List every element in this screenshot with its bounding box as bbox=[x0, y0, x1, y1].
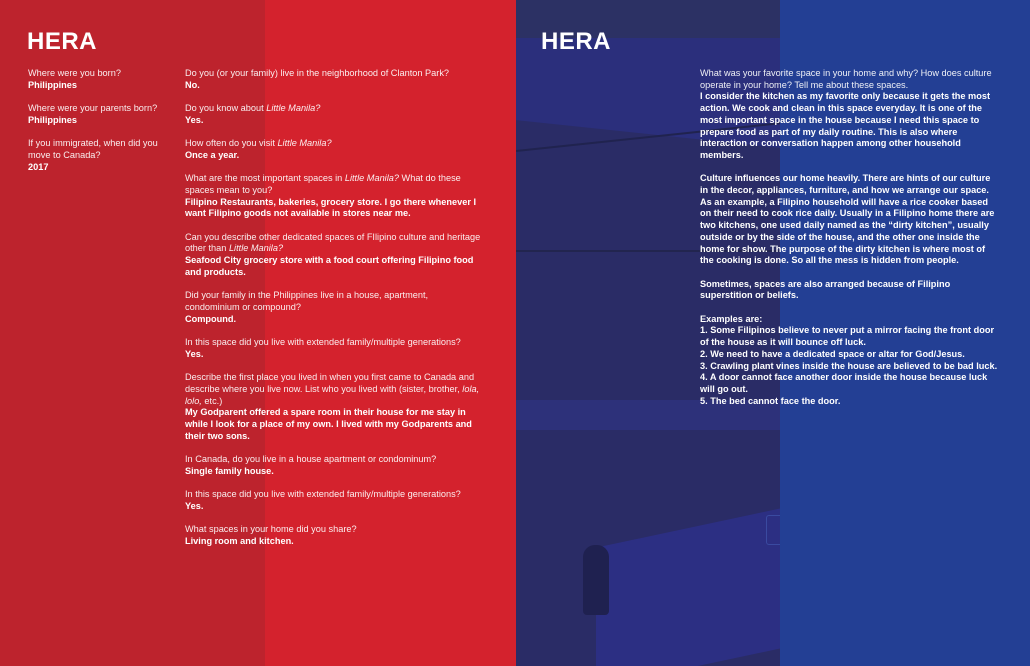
answer: Yes. bbox=[185, 348, 204, 359]
question bbox=[185, 290, 485, 313]
interview-column-c bbox=[700, 68, 1000, 407]
qa-item bbox=[185, 337, 485, 360]
question bbox=[185, 138, 485, 150]
answer: 2017 bbox=[28, 161, 49, 172]
question bbox=[185, 454, 485, 466]
qa-item bbox=[28, 138, 178, 173]
question-text: In this space did you live with extended family/multiple generations? bbox=[185, 489, 461, 500]
qa-item bbox=[185, 489, 485, 512]
question-text: What spaces in your home did you share? bbox=[185, 524, 357, 535]
question-text: Can you describe other dedicated spaces of FIlipino culture and heritage other than bbox=[185, 231, 481, 254]
question-text: etc.) bbox=[201, 395, 223, 406]
example-item: 4. A door cannot face another door inside the house because luck will go out. bbox=[700, 372, 988, 394]
question: If you immigrated, when did you move to Canada? bbox=[28, 138, 158, 160]
question-text: Do you (or your family) live in the neighborhood of Clanton Park? bbox=[185, 68, 450, 78]
qa-item bbox=[185, 173, 485, 220]
answer: Yes. bbox=[185, 500, 204, 511]
question bbox=[185, 173, 485, 196]
interview-column-a bbox=[28, 68, 178, 185]
answer-paragraph: I consider the kitchen as my favorite only because it gets the most action. We cook and clean in this space everyday. It is one of the most important space in the house because I need this space to prepare food as part of my daily routine. This is also where interaction or conversation happen among other household members. bbox=[700, 91, 991, 160]
page-title-right: HERA bbox=[541, 28, 612, 55]
qa-item bbox=[185, 290, 485, 325]
question-italic: Little Manila? bbox=[228, 243, 284, 254]
question bbox=[185, 232, 485, 255]
question bbox=[185, 524, 485, 536]
question: What was your favorite space in your home and why? How does culture operate in your home? Tell me about these spaces. bbox=[700, 68, 992, 90]
answer: Philippines bbox=[28, 79, 78, 90]
answer: Living room and kitchen. bbox=[185, 535, 294, 546]
example-item: 3. Crawling plant vines inside the house are believed to be bad luck. bbox=[700, 360, 998, 371]
answer-paragraph: Culture influences our home heavily. There are hints of our culture in the decor, appliances, furniture, and how we arrange our space. As an example, a Filipino household will have a rice cooker based on their need to cook rice daily. Usually in a Filipino home there are two kitchens, one used daily named as the “dirty kitchen”, usually outside or by the side of the house, and the other one inside the home for show. The purpose of the dirty kitchen is where most of the cooking is done. So all the mess is hidden from people. bbox=[700, 173, 995, 266]
qa-item bbox=[185, 454, 485, 477]
question-text: Describe the first place you lived in when you first came to Canada and describe where you live now. List who you lived with (sister, brother, bbox=[185, 372, 475, 394]
question-text: How often do you visit bbox=[185, 138, 278, 149]
answer: Single family house. bbox=[185, 465, 274, 476]
question-italic: lola, lolo, bbox=[185, 383, 480, 406]
answer: My Godparent offered a spare room in their house for me stay in while I look for a place of my own. I lived with my Godparents and their two sons. bbox=[185, 407, 472, 441]
question-text: Do you know about bbox=[185, 103, 267, 114]
answer: Yes. bbox=[185, 114, 204, 125]
question-text: In Canada, do you live in a house apartment or condominum? bbox=[185, 454, 437, 465]
qa-item bbox=[185, 232, 485, 279]
question bbox=[185, 68, 485, 80]
qa-item bbox=[28, 103, 178, 126]
qa-item bbox=[28, 68, 178, 91]
question: Where were your parents born? bbox=[28, 103, 158, 114]
answer: Compound. bbox=[185, 313, 237, 324]
answer: Filipino Restaurants, bakeries, grocery store. I go there whenever I want Filipino goods not available in stores near me. bbox=[185, 196, 477, 219]
answer: Seafood City grocery store with a food court offering Filipino food and products. bbox=[185, 255, 474, 277]
interview-column-b bbox=[185, 68, 485, 559]
example-item: 1. Some Filipinos believe to never put a mirror facing the front door of the house as it will bounce off luck. bbox=[700, 325, 995, 348]
question bbox=[185, 372, 485, 407]
question: Where were you born? bbox=[28, 68, 121, 78]
qa-item bbox=[185, 524, 485, 547]
question-text: In this space did you live with extended family/multiple generations? bbox=[185, 337, 461, 348]
qa-item bbox=[185, 138, 485, 161]
page-title-left: HERA bbox=[27, 28, 98, 55]
answer-paragraph: Sometimes, spaces are also arranged because of Filipino superstition or beliefs. bbox=[700, 278, 951, 301]
qa-item bbox=[185, 372, 485, 442]
qa-item bbox=[185, 68, 485, 91]
examples-label: Examples are: bbox=[700, 313, 763, 324]
question-italic: Little Manila? bbox=[266, 103, 321, 114]
example-item: 5. The bed cannot face the door. bbox=[700, 395, 841, 406]
examples-list bbox=[700, 314, 1000, 408]
answer: Once a year. bbox=[185, 149, 240, 160]
question bbox=[185, 337, 485, 349]
question-text: What do these spaces mean to you? bbox=[185, 173, 461, 195]
question bbox=[185, 489, 485, 501]
qa-item bbox=[185, 103, 485, 126]
question-italic: Little Manila? bbox=[277, 138, 332, 149]
answer: No. bbox=[185, 79, 200, 90]
question-text: Did your family in the Philippines live in a house, apartment, condominium or compound? bbox=[185, 290, 429, 312]
question-italic: Little Manila? bbox=[344, 173, 399, 184]
example-item: 2. We need to have a dedicated space or altar for God/Jesus. bbox=[700, 348, 965, 359]
question-text: What are the most important spaces in bbox=[185, 173, 345, 184]
question bbox=[185, 103, 485, 115]
photo-person-silhouette bbox=[583, 545, 609, 615]
photo-sign bbox=[766, 515, 780, 545]
answer: Philippines bbox=[28, 114, 78, 125]
